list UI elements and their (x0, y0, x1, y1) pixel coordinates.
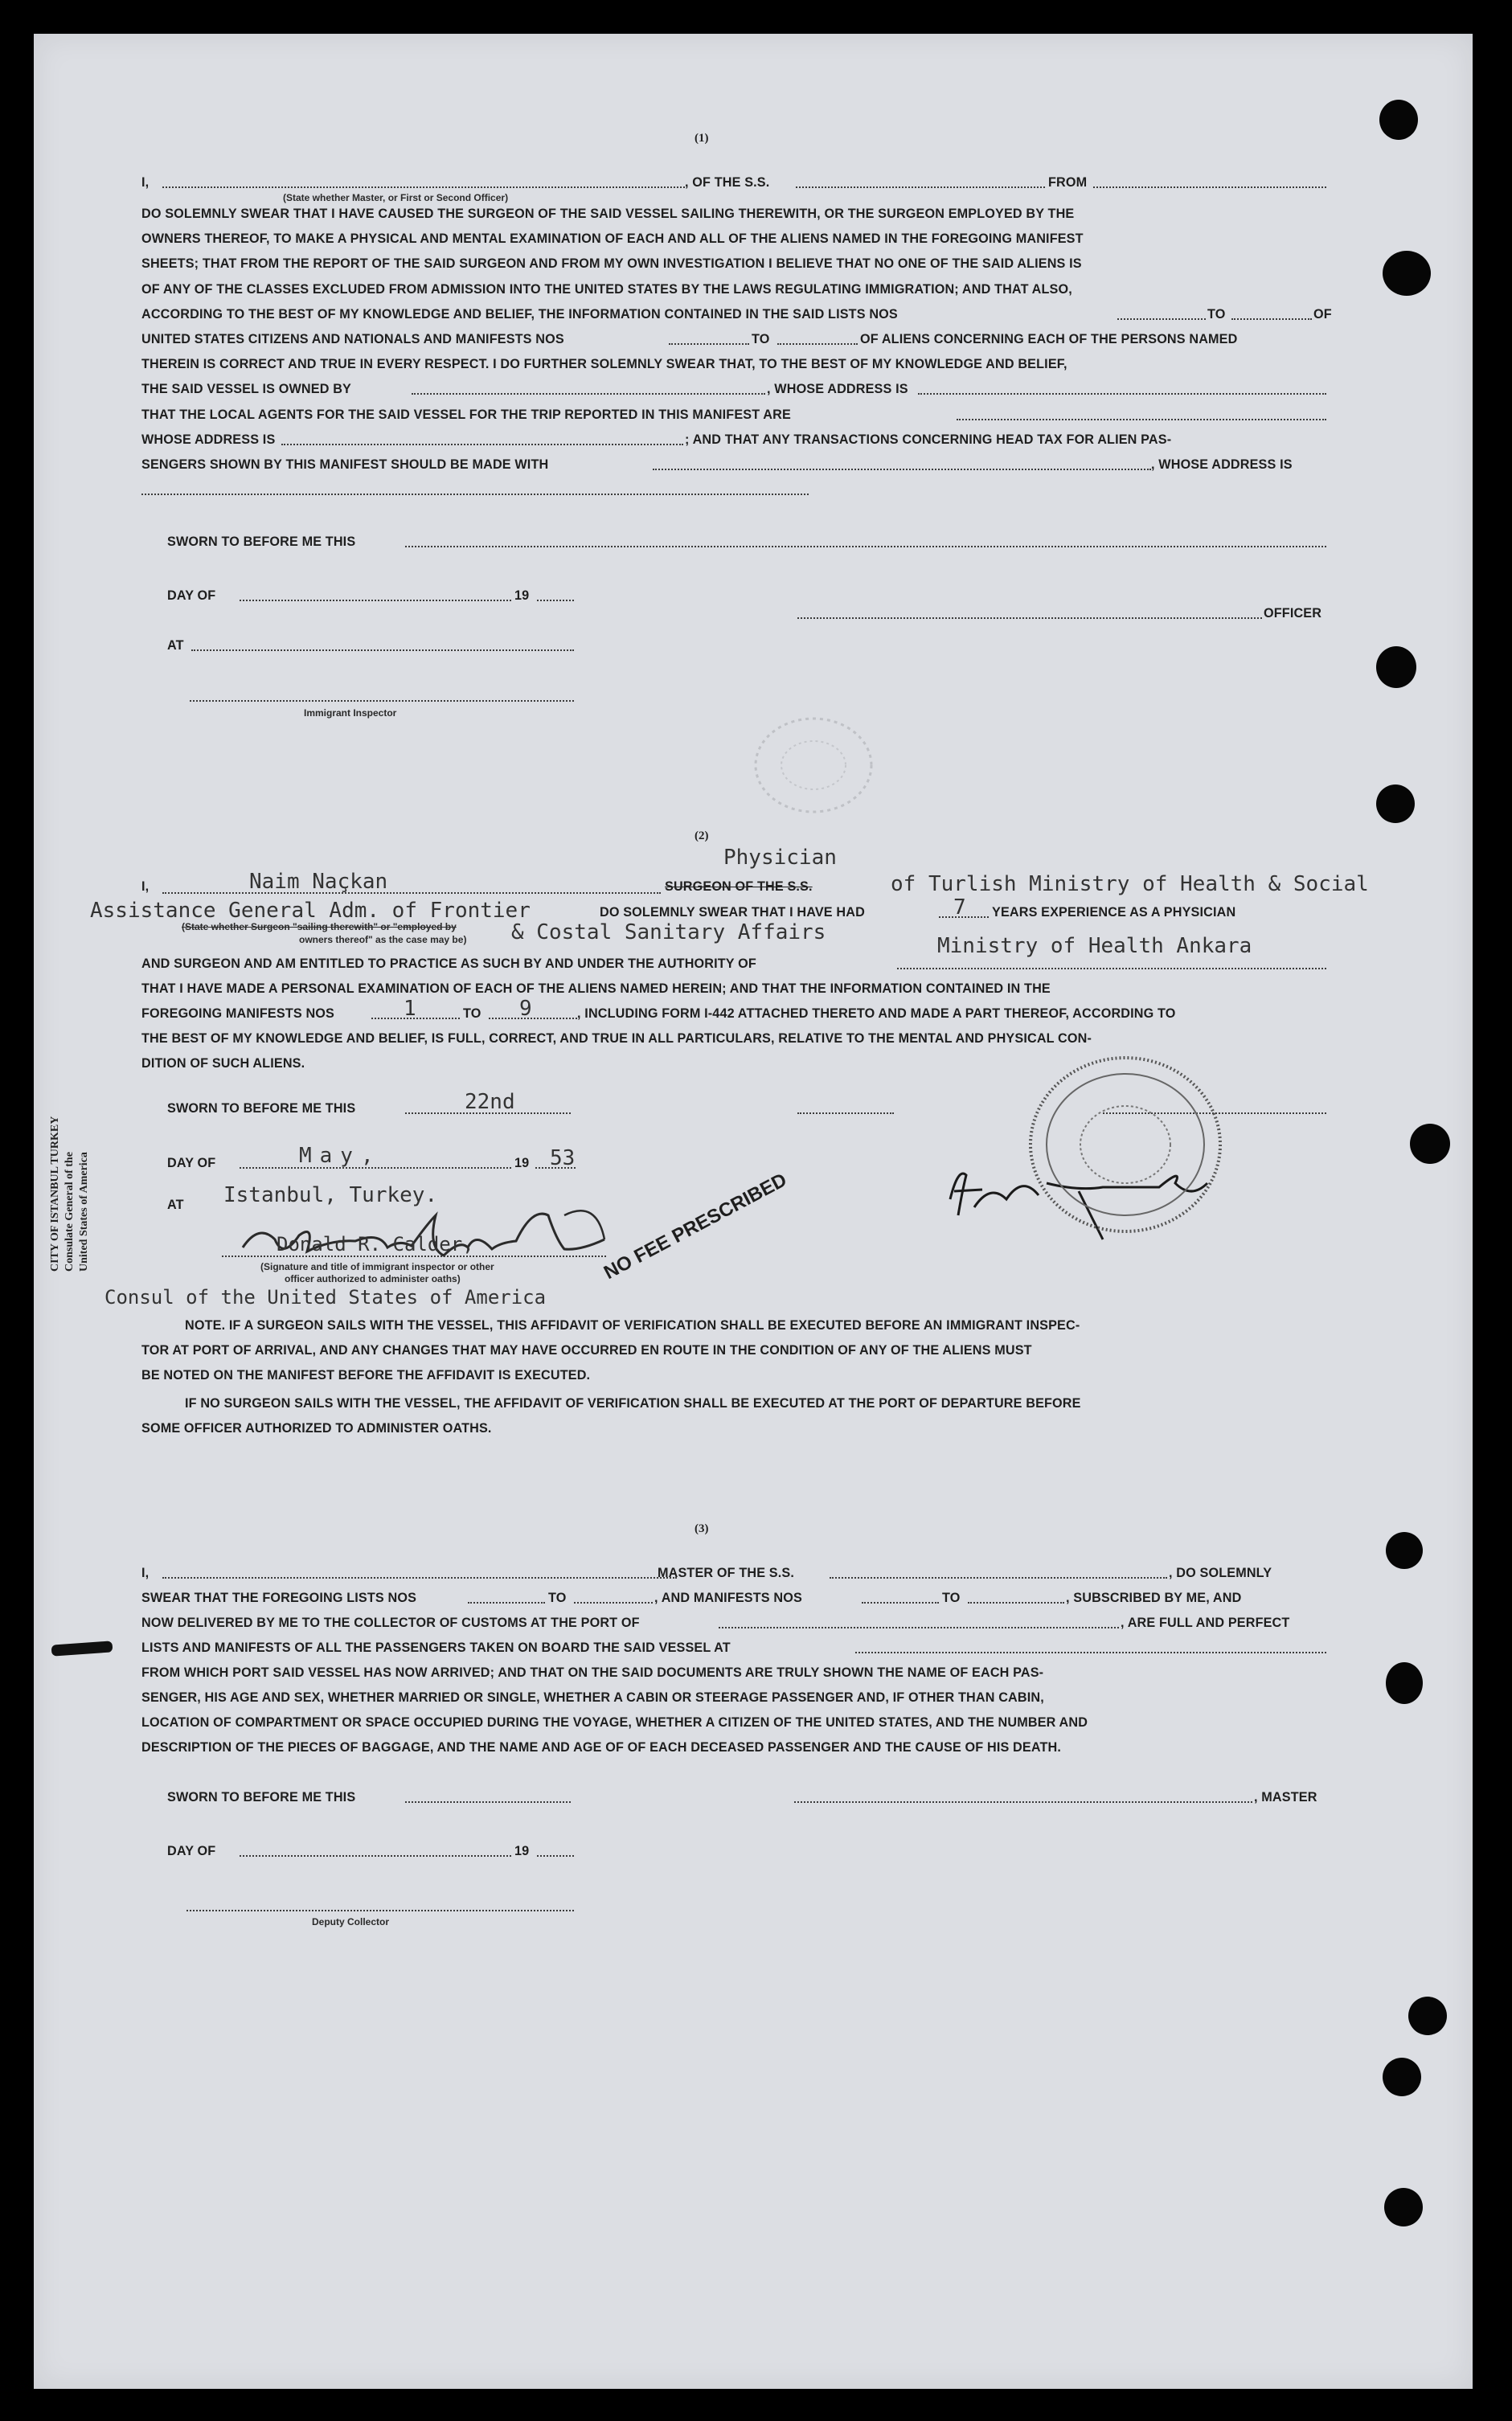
form-page (34, 34, 1473, 2389)
s2-place: Istanbul, Turkey. (223, 1183, 438, 1207)
s1-lists-to-field[interactable] (1231, 318, 1312, 320)
s1-vessel-name-field[interactable] (796, 186, 1045, 188)
s3-full-perfect-label: , ARE FULL AND PERFECT (1121, 1616, 1290, 1630)
s2-year-prefix: 19 (514, 1156, 530, 1170)
s3-and-manifests-label: , AND MANIFESTS NOS (654, 1591, 802, 1605)
s2-typed-assistance: Assistance General Adm. of Frontier (90, 899, 531, 923)
faint-seal-ghost (741, 709, 886, 821)
s2-year-suffix: 53 (550, 1146, 576, 1170)
s3-port-taken-field[interactable] (855, 1652, 1326, 1653)
s2-caption-surgeon: (State whether Surgeon "sailing therewith" or "employed by (182, 921, 457, 932)
s2-surgeon-of-ss-label: SURGEON OF THE S.S. (665, 879, 813, 894)
s3-master-of-ss-label: MASTER OF THE S.S. (658, 1566, 794, 1580)
s2-consul-name: Donald R. Calder, (277, 1233, 474, 1256)
section-1-number: (1) (695, 132, 709, 145)
s2-at-label: AT (167, 1198, 184, 1212)
s1-head-tax-with-field[interactable] (653, 469, 1151, 470)
ink-blot (51, 1641, 113, 1656)
s3-master-signature-field[interactable] (794, 1801, 1252, 1803)
s1-body-line-2: OWNERS THEREOF, TO MAKE A PHYSICAL AND MENTAL EXAMINATION OF EACH AND ALL OF THE ALIENS NAMED IN THE FOREGOING MANIFEST (141, 231, 1084, 246)
s3-sworn-label: SWORN TO BEFORE ME THIS (167, 1790, 356, 1804)
s2-note-4: IF NO SURGEON SAILS WITH THE VESSEL, THE AFFIDAVIT OF VERIFICATION SHALL BE EXECUTED AT THE PORT OF DEPARTURE BEFORE (185, 1396, 1081, 1411)
s1-inspector-signature-field[interactable] (190, 700, 574, 702)
s3-manifests-to-field[interactable] (968, 1602, 1064, 1604)
s1-i-label: I, (141, 175, 150, 190)
s2-month: May, (299, 1144, 382, 1168)
s2-note-3: BE NOTED ON THE MANIFEST BEFORE THE AFFIDAVIT IS EXECUTED. (141, 1368, 591, 1383)
s2-years-value: 7 (953, 895, 966, 920)
s1-manifests-from-field[interactable] (669, 343, 749, 345)
s3-manifests-from-field[interactable] (862, 1602, 939, 1604)
no-fee-prescribed-stamp: NO FEE PRESCRIBED (600, 1169, 791, 1284)
s2-authority-field[interactable] (897, 968, 1326, 969)
s1-owner-address-field[interactable] (918, 393, 1326, 395)
s2-caption-surgeon-2: owners thereof" as the case may be) (299, 934, 467, 945)
s2-and-surgeon-label: AND SURGEON AND AM ENTITLED TO PRACTICE AS SUCH BY AND UNDER THE AUTHORITY OF (141, 957, 756, 971)
s2-to-label: TO (463, 1006, 481, 1021)
s3-year-field[interactable] (537, 1855, 574, 1857)
s2-i-label: I, (141, 879, 150, 894)
s1-officer-signature-field[interactable] (797, 617, 1262, 619)
s2-note-5: SOME OFFICER AUTHORIZED TO ADMINISTER OATHS. (141, 1421, 492, 1436)
s1-head-tax-label: ; AND THAT ANY TRANSACTIONS CONCERNING HEAD TAX FOR ALIEN PAS- (685, 432, 1172, 447)
s1-year-field[interactable] (537, 600, 574, 601)
s2-manifest-from-value: 1 (404, 997, 416, 1021)
s2-note-1: NOTE. IF A SURGEON SAILS WITH THE VESSEL, THIS AFFIDAVIT OF VERIFICATION SHALL BE EXECUTED BEFORE AN IMMIGRANT INSPEC- (185, 1318, 1080, 1333)
section-3-number: (3) (695, 1522, 709, 1535)
s2-officer-line-left[interactable] (797, 1112, 894, 1114)
s1-to-label: TO (1207, 307, 1226, 322)
s3-i-label: I, (141, 1566, 150, 1580)
punch-hole-4 (1376, 784, 1415, 823)
s1-day-of-label: DAY OF (167, 588, 216, 603)
s1-body-line-7: THEREIN IS CORRECT AND TRUE IN EVERY RESPECT. I DO FURTHER SOLEMNLY SWEAR THAT, TO THE BEST OF MY KNOWLEDGE AND BELIEF, (141, 357, 1067, 371)
s2-including-label: , INCLUDING FORM I-442 ATTACHED THERETO AND MADE A PART THEREOF, ACCORDING TO (577, 1006, 1176, 1021)
s1-caption-master: (State whether Master, or First or Second Officer) (283, 192, 509, 203)
s2-day-of-label: DAY OF (167, 1156, 216, 1170)
s2-typed-name: Naim Naçkan (249, 870, 388, 894)
punch-hole-5 (1410, 1124, 1450, 1164)
s1-whose-address-label-2: , WHOSE ADDRESS IS (1151, 457, 1293, 472)
s1-immigrant-inspector-caption: Immigrant Inspector (304, 707, 397, 719)
s3-name-field[interactable] (162, 1577, 677, 1579)
s1-of-the-ss-label: , OF THE S.S. (685, 175, 770, 190)
s1-of-label: OF (1313, 307, 1332, 322)
s1-body-line-1: DO SOLEMNLY SWEAR THAT I HAVE CAUSED THE SURGEON OF THE SAID VESSEL SAILING THEREWITH, OR THE SURGEON EMPLOYED BY THE (141, 207, 1075, 221)
punch-hole-10 (1384, 2188, 1423, 2226)
s3-do-solemnly-label: , DO SOLEMNLY (1169, 1566, 1272, 1580)
s1-to-label-2: TO (752, 332, 770, 346)
s1-agents-address-field[interactable] (281, 444, 683, 445)
s3-to-label-2: TO (942, 1591, 961, 1605)
s1-body-line-9: THAT THE LOCAL AGENTS FOR THE SAID VESSEL FOR THE TRIP REPORTED IN THIS MANIFEST ARE (141, 408, 791, 422)
s3-master-label: , MASTER (1254, 1790, 1317, 1804)
s2-typed-costal: & Costal Sanitary Affairs (511, 920, 826, 944)
s1-year-label: 19 (514, 588, 530, 603)
s2-foregoing-manifests-label: FOREGOING MANIFESTS NOS (141, 1006, 334, 1021)
s2-typed-ministry: of Turlish Ministry of Health & Social (891, 872, 1369, 896)
s2-dition-line: DITION OF SUCH ALIENS. (141, 1056, 305, 1071)
s1-owner-field[interactable] (412, 393, 765, 395)
s2-consul-title: Consul of the United States of America (104, 1286, 547, 1309)
punch-hole-9 (1383, 2058, 1421, 2096)
s1-of-aliens-label: OF ALIENS CONCERNING EACH OF THE PERSONS NAMED (860, 332, 1238, 346)
s1-from-field[interactable] (1093, 186, 1326, 188)
official-seal (1021, 1048, 1230, 1241)
punch-hole-8 (1408, 1997, 1447, 2035)
s3-lists-manifests-label: LISTS AND MANIFESTS OF ALL THE PASSENGERS TAKEN ON BOARD THE SAID VESSEL AT (141, 1641, 731, 1655)
s2-years-experience-label: YEARS EXPERIENCE AS A PHYSICIAN (992, 905, 1236, 920)
s3-location-line: LOCATION OF COMPARTMENT OR SPACE OCCUPIED DURING THE VOYAGE, WHETHER A CITIZEN OF THE UNITED STATES, AND THE NUMBER AND (141, 1715, 1088, 1730)
s3-day-of-label: DAY OF (167, 1844, 216, 1858)
s2-consul-signature-field[interactable] (222, 1256, 606, 1257)
s1-body-line-11: SENGERS SHOWN BY THIS MANIFEST SHOULD BE MADE WITH (141, 457, 549, 472)
s3-lists-from-field[interactable] (468, 1602, 545, 1604)
s2-sworn-label: SWORN TO BEFORE ME THIS (167, 1101, 356, 1116)
s1-at-field[interactable] (191, 649, 574, 651)
s2-typed-title: Physician (723, 846, 837, 870)
punch-hole-1 (1379, 100, 1418, 140)
s2-caption-signature-1: (Signature and title of immigrant inspector or other (260, 1261, 494, 1272)
s1-local-agents-field[interactable] (957, 419, 1326, 420)
s2-best-knowledge-line: THE BEST OF MY KNOWLEDGE AND BELIEF, IS FULL, CORRECT, AND TRUE IN ALL PARTICULARS, RELATIVE TO THE MENTAL AND PHYSICAL CON- (141, 1031, 1092, 1046)
s3-port-field[interactable] (719, 1627, 1119, 1628)
s2-name-field[interactable] (162, 892, 661, 894)
s3-lists-to-field[interactable] (574, 1602, 653, 1604)
punch-hole-2 (1383, 251, 1431, 296)
s1-lists-from-field[interactable] (1117, 318, 1206, 320)
s2-year-field[interactable] (535, 1167, 576, 1169)
punch-hole-3 (1376, 646, 1416, 688)
s2-swear-experience-label: DO SOLEMNLY SWEAR THAT I HAVE HAD (600, 905, 865, 920)
s1-body-line-4: OF ANY OF THE CLASSES EXCLUDED FROM ADMISSION INTO THE UNITED STATES BY THE LAWS REGULATING IMMIGRATION; AND THAT ALSO, (141, 282, 1072, 297)
s3-to-label: TO (548, 1591, 567, 1605)
s1-sworn-label: SWORN TO BEFORE ME THIS (167, 535, 356, 549)
s1-whose-address-label: , WHOSE ADDRESS IS (767, 382, 908, 396)
s3-deputy-signature-field[interactable] (186, 1910, 574, 1911)
s3-subscribed-label: , SUBSCRIBED BY ME, AND (1066, 1591, 1242, 1605)
s1-body-line-5: ACCORDING TO THE BEST OF MY KNOWLEDGE AND BELIEF, THE INFORMATION CONTAINED IN THE SAID LISTS NOS (141, 307, 898, 322)
s1-body-line-8: THE SAID VESSEL IS OWNED BY (141, 382, 351, 396)
s1-officer-label: OFFICER (1264, 606, 1322, 621)
s2-sworn-day: 22nd (465, 1090, 515, 1114)
section-2-number: (2) (695, 830, 709, 842)
punch-hole-6 (1386, 1532, 1423, 1569)
s2-caption-signature-2: officer authorized to administer oaths) (285, 1273, 461, 1284)
s2-manifest-to-field[interactable] (489, 1018, 577, 1019)
s1-head-tax-address-field[interactable] (141, 494, 809, 495)
s1-sworn-field[interactable] (405, 546, 1326, 547)
s3-deputy-collector-caption: Deputy Collector (312, 1916, 390, 1927)
consulate-side-stamp (48, 1116, 92, 1272)
s1-body-line-10: WHOSE ADDRESS IS (141, 432, 276, 447)
s3-vessel-field[interactable] (830, 1577, 1167, 1579)
s3-swear-lists-label: SWEAR THAT THE FOREGOING LISTS NOS (141, 1591, 417, 1605)
side-stamp-line-3: United States of America (78, 1152, 90, 1272)
side-stamp-line-1: CITY OF ISTANBUL TURKEY (49, 1116, 61, 1272)
s3-now-delivered-label: NOW DELIVERED BY ME TO THE COLLECTOR OF CUSTOMS AT THE PORT OF (141, 1616, 640, 1630)
s3-year-label: 19 (514, 1844, 530, 1858)
s1-day-field[interactable] (240, 600, 511, 601)
s2-manifest-to-value: 9 (519, 997, 532, 1021)
side-stamp-line-2: Consulate General of the (64, 1152, 76, 1272)
s1-from-label: FROM (1048, 175, 1088, 190)
s1-body-line-3: SHEETS; THAT FROM THE REPORT OF THE SAID SURGEON AND FROM MY OWN INVESTIGATION I BELIEVE THAT NO ONE OF THE SAID ALIENS IS (141, 256, 1082, 271)
punch-hole-7 (1386, 1662, 1423, 1704)
s2-note-2: TOR AT PORT OF ARRIVAL, AND ANY CHANGES THAT MAY HAVE OCCURRED EN ROUTE IN THE CONDITION OF ANY OF THE ALIENS MUST (141, 1343, 1032, 1358)
s1-body-line-6: UNITED STATES CITIZENS AND NATIONALS AND MANIFESTS NOS (141, 332, 564, 346)
s3-sworn-field[interactable] (405, 1801, 571, 1803)
s1-manifests-to-field[interactable] (777, 343, 858, 345)
s3-from-which-line: FROM WHICH PORT SAID VESSEL HAS NOW ARRIVED; AND THAT ON THE SAID DOCUMENTS ARE TRULY SHOWN THE NAME OF EACH PAS- (141, 1665, 1044, 1680)
s3-day-field[interactable] (240, 1855, 511, 1857)
s1-master-name-field[interactable] (162, 186, 685, 188)
s3-senger-line: SENGER, HIS AGE AND SEX, WHETHER MARRIED OR SINGLE, WHETHER A CABIN OR STEERAGE PASSENGER AND, IF OTHER THAN CABIN, (141, 1690, 1044, 1705)
s3-description-line: DESCRIPTION OF THE PIECES OF BAGGAGE, AND THE NAME AND AGE OF OF EACH DECEASED PASSENGER AND THE CAUSE OF HIS DEATH. (141, 1740, 1062, 1755)
s2-typed-authority: Ministry of Health Ankara (937, 934, 1252, 958)
s1-at-label: AT (167, 638, 184, 653)
s2-examination-line: THAT I HAVE MADE A PERSONAL EXAMINATION OF EACH OF THE ALIENS NAMED HEREIN; AND THAT THE INFORMATION CONTAINED IN THE (141, 981, 1051, 996)
